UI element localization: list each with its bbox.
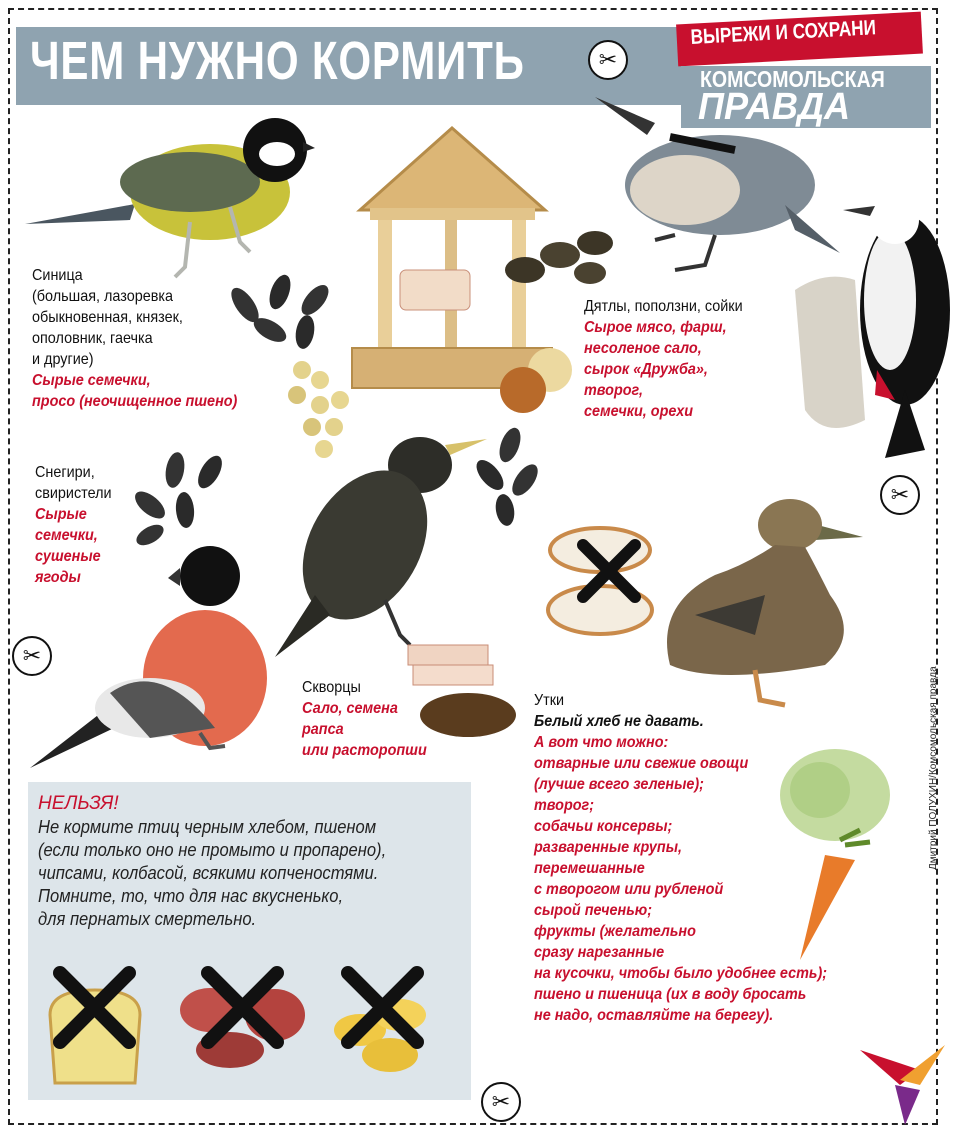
bird-name: Синица [32,267,83,284]
food-item: не надо, оставляйте на берегу). [534,1007,774,1024]
warning-line: Не кормите птиц черным хлебом, пшеном [38,817,377,837]
duck-illustration [655,485,865,705]
cross-icon [578,540,640,602]
food-item: ягоды [35,569,81,586]
woodpecker-caption [584,296,743,422]
brand-name-line2: ПРАВДА [698,86,851,128]
bird-name: Снегири, [35,464,95,481]
food-item: отварные или свежие овощи [534,755,749,772]
food-item: сырок «Дружба», [584,361,708,378]
bird-detail: обыкновенная, князек, [32,309,183,326]
nuts-illustration [495,345,580,415]
food-item: фрукты (желательно [534,923,696,940]
food-item: сразу нарезанные [534,944,665,961]
scissors-icon: ✂ [481,1082,521,1122]
food-item: (лучше всего зеленые); [534,776,704,793]
sunflower-seeds-illustration [130,450,230,550]
warning-title: НЕЛЬЗЯ! [38,793,119,814]
woodpecker-illustration [795,190,955,460]
cross-icon [340,965,425,1050]
food-item: творог, [584,382,644,399]
photo-credit: Дмитрий ПОЛУХИН/Комсомольская правда [928,666,939,870]
titmouse-illustration [25,112,315,282]
bird-detail: (большая, лазоревка [32,288,173,305]
food-item: А вот что можно: [534,734,669,751]
bird-logo-icon [860,1040,950,1125]
bird-detail: и другие) [32,351,94,368]
duck-warning: Белый хлеб не давать. [534,713,704,730]
warning-line: для пернатых смертельно. [38,909,257,929]
warning-line: чипсами, колбасой, всякими копченостями. [38,863,379,883]
food-item: Сырые семечки, [32,372,151,389]
food-item: семечки, орехи [584,403,694,420]
duck-caption [534,690,827,1026]
bird-name: Утки [534,692,565,709]
food-item: творог; [534,797,595,814]
sunflower-seeds-illustration [470,425,550,525]
warning-line: (если только оно не промыто и пропарено), [38,840,387,860]
banner-text: ВЫРЕЖИ И СОХРАНИ [690,16,877,49]
page-title: ЧЕМ НУЖНО КОРМИТЬ [30,31,525,91]
cross-icon [200,965,285,1050]
food-item: Сырое мясо, фарш, [584,319,727,336]
food-item: сушеные [35,548,101,565]
bird-name: Скворцы [302,679,361,696]
food-item: Сырые [35,506,87,523]
scissors-icon: ✂ [588,40,628,80]
food-item: собачьи консервы; [534,818,673,835]
food-item: или расторопши [302,742,427,759]
warning-line: Помните, то, что для нас вкусненько, [38,886,344,906]
bird-detail: ополовник, гаечка [32,330,153,347]
food-item: перемешанные [534,860,645,877]
bird-name: Дятлы, поползни, сойки [584,298,743,315]
scissors-icon: ✂ [880,475,920,515]
food-item: разваренные крупы, [534,839,683,856]
food-item: просо (неочищенное пшено) [32,393,238,410]
food-item: семечки, [35,527,98,544]
sunflower-seeds-illustration [225,270,340,350]
food-item: с творогом или рубленой [534,881,724,898]
bullfinch-caption [35,462,112,588]
starling-caption [302,677,427,761]
starling-illustration [275,425,490,660]
food-item: на кусочки, чтобы было удобнее есть); [534,965,828,982]
food-item: сырой печенью; [534,902,653,919]
food-item: Сало, семена [302,700,398,717]
food-item: несоленое сало, [584,340,702,357]
warning-text [38,816,386,931]
cross-icon [52,965,137,1050]
food-item: рапса [302,721,344,738]
bird-name: свиристели [35,485,112,502]
food-item: пшено и пшеница (их в воду бросать [534,986,807,1003]
brand-name-line1: КОМСОМОЛЬСКАЯ [700,66,885,92]
titmouse-caption [32,265,237,412]
scissors-icon: ✂ [12,636,52,676]
